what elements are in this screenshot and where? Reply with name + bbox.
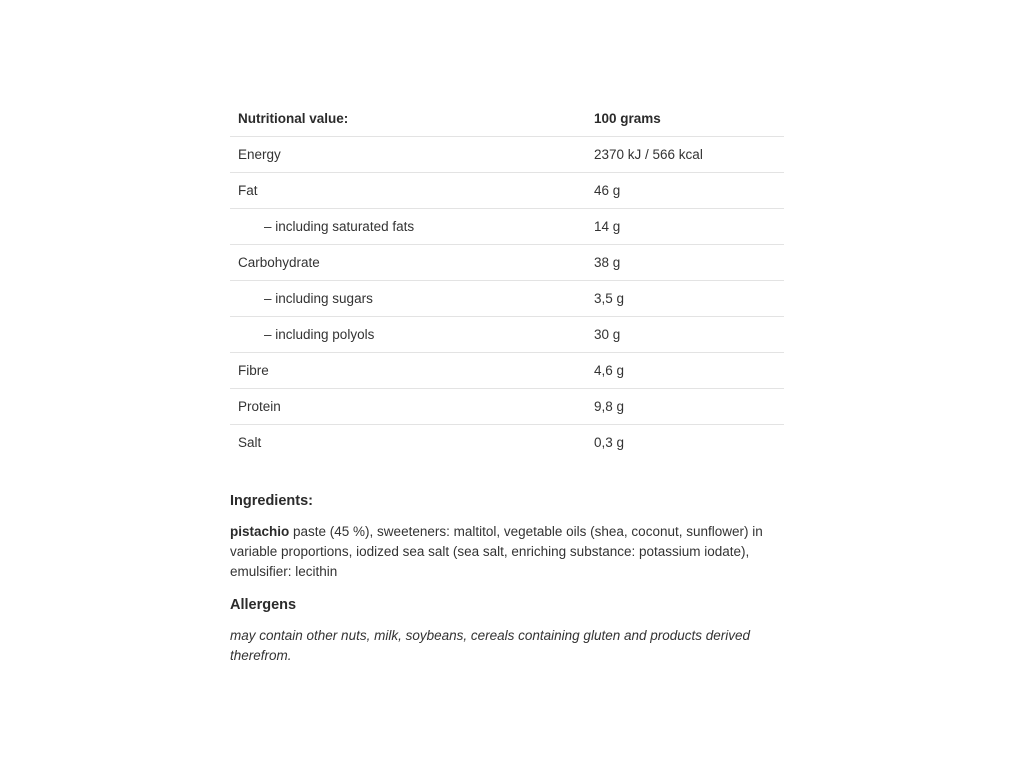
nutrition-table bbox=[230, 101, 784, 460]
row-value: 38 g bbox=[586, 245, 784, 281]
row-value: 3,5 g bbox=[586, 281, 784, 317]
table-row-fibre bbox=[230, 353, 784, 389]
row-label: – including saturated fats bbox=[230, 209, 586, 245]
table-row-sugars bbox=[230, 281, 784, 317]
header-value: 100 grams bbox=[586, 101, 784, 137]
table-row-fat bbox=[230, 173, 784, 209]
table-row-carbohydrate bbox=[230, 245, 784, 281]
table-row-protein bbox=[230, 389, 784, 425]
row-value: 46 g bbox=[586, 173, 784, 209]
row-label: – including sugars bbox=[230, 281, 586, 317]
row-value: 14 g bbox=[586, 209, 784, 245]
row-label: Carbohydrate bbox=[230, 245, 586, 281]
table-row-energy bbox=[230, 137, 784, 173]
row-value: 2370 kJ / 566 kcal bbox=[586, 137, 784, 173]
row-label: Energy bbox=[230, 137, 586, 173]
row-label: Fat bbox=[230, 173, 586, 209]
table-row-saturated-fats bbox=[230, 209, 784, 245]
allergens-text: may contain other nuts, milk, soybeans, cereals containing gluten and products derived therefrom. bbox=[230, 628, 751, 663]
table-row-salt bbox=[230, 425, 784, 461]
row-label: Fibre bbox=[230, 353, 586, 389]
row-label: Protein bbox=[230, 389, 586, 425]
table-header-row bbox=[230, 101, 784, 137]
header-label: Nutritional value: bbox=[230, 101, 586, 137]
row-value: 9,8 g bbox=[586, 389, 784, 425]
allergens-heading: Allergens bbox=[230, 597, 297, 613]
table-row-polyols bbox=[230, 317, 784, 353]
ingredients-body: paste (45 %), sweeteners: maltitol, vegetable oils (shea, coconut, sunflower) in variable proportions, iodized sea salt (sea salt, enriching substance: potassium iodate), emulsifier: lecithin bbox=[230, 524, 763, 579]
row-label: – including polyols bbox=[230, 317, 586, 353]
ingredients-heading: Ingredients: bbox=[230, 493, 313, 509]
row-label: Salt bbox=[238, 434, 262, 450]
row-value: 0,3 g bbox=[594, 434, 625, 450]
row-value: 4,6 g bbox=[586, 353, 784, 389]
row-value: 30 g bbox=[586, 317, 784, 353]
ingredients-highlight: pistachio bbox=[230, 524, 290, 539]
ingredients-text bbox=[230, 522, 784, 582]
product-info bbox=[230, 101, 784, 666]
